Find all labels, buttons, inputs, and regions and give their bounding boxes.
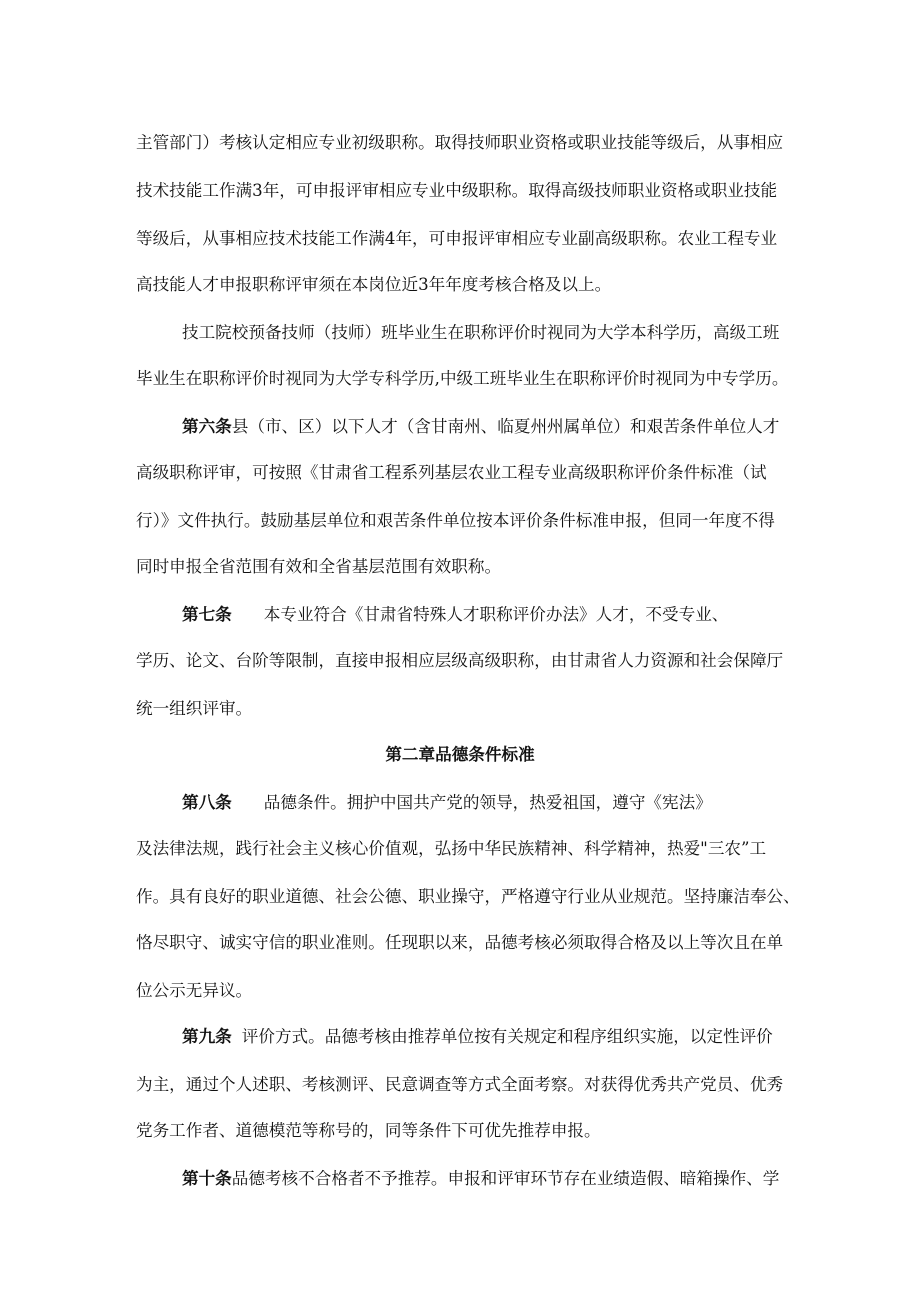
paragraph-line: 位公示无异议。 [136,981,253,1000]
paragraph-line: 恪尽职守、诚实守信的职业准则。任现职以来，品德考核必须取得合格及以上等次且在单 [136,933,784,952]
paragraph-line: 党务工作者、道德模范等称号的，同等条件下可优先推荐申报。 [136,1121,601,1140]
paragraph-line: 技术技能工作满3年，可申报评审相应专业中级职称。取得高级技师职业资格或职业技能 [136,181,778,200]
paragraph-line: 及法律法规，践行社会主义核心价值观，弘扬中华民族精神、科学精神，热爱"三农”工 [136,839,767,858]
paragraph-line: 技工院校预备技师（技师）班毕业生在职称评价时视同为大学本科学历，高级工班 [182,323,780,342]
article-8-title: 第八条 [182,793,232,812]
paragraph-line: 高级职称评审，可按照《甘肃省工程系列基层农业工程专业高级职称评价条件标准（试 [136,463,767,482]
chapter-heading: 第二章品德条件标准 [385,745,535,764]
paragraph-line: 主管部门）考核认定相应专业初级职称。取得技师职业资格或职业技能等级后，从事相应 [136,133,784,152]
article-6-text: 县（市、区）以下人才（含甘南州、临夏州州属单位）和艰苦条件单位人才 [231,417,780,436]
paragraph-line: 为主，通过个人述职、考核测评、民意调查等方式全面考察。对获得优秀共产党员、优秀 [136,1075,784,1094]
paragraph-line: 同时申报全省范围有效和全省基层范围有效职称。 [136,557,502,576]
paragraph-line: 统一组织评审。 [136,699,253,718]
article-7-text: 本专业符合《甘肃省特殊人才职称评价办法》人才，不受专业、 [263,605,729,624]
article-8-first-line [182,788,806,818]
paragraph-line: 等级后，从事相应技术技能工作满4年，可申报评审相应专业副高级职称。农业工程专业 [136,229,778,248]
paragraph-line: 行）》文件执行。鼓励基层单位和艰苦条件单位按本评价条件标准申报，但同一年度不得 [136,511,775,530]
article-9-first-line [182,1022,806,1052]
article-10-first-line [182,1164,806,1194]
article-10-text: 品德考核不合格者不予推荐。申报和评审环节存在业绩造假、暗箱操作、学 [231,1169,780,1188]
article-9-title: 第九条 [182,1027,232,1046]
paragraph-line: 高技能人才申报职称评审须在本岗位近3年年度考核合格及以上。 [136,275,612,294]
article-7-title: 第七条 [182,605,232,624]
article-8-text: 品德条件。拥护中国共产党的领导，热爱祖国，遵守《宪法》 [263,793,712,812]
article-10-title: 第十条 [182,1169,232,1188]
paragraph-line: 作。具有良好的职业道德、社会公德、职业操守，严格遵守行业从业规范。坚持廉洁奉公、 [136,887,800,906]
paragraph-line: 毕业生在职称评价时视同为大学专科学历,中级工班毕业生在职称评价时视同为中专学历。 [136,369,789,388]
article-6-title: 第六条 [182,417,232,436]
article-7-first-line [182,600,806,630]
article-9-text: 评价方式。品德考核由推荐单位按有关规定和程序组织实施，以定性评价 [241,1027,773,1046]
paragraph-line: 学历、论文、台阶等限制，直接申报相应层级高级职称，由甘肃省人力资源和社会保障厅 [136,651,784,670]
article-6-first-line [182,412,806,442]
